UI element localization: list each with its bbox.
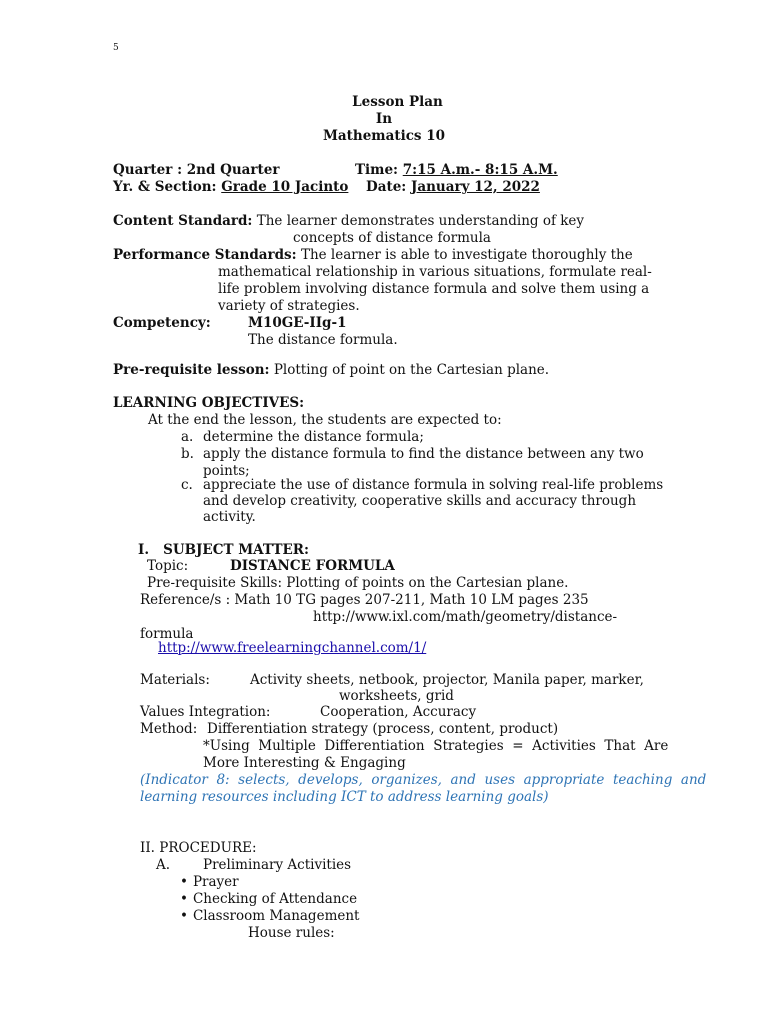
content-standard-line-2: concepts of distance formula (293, 230, 491, 246)
objective-c-letter: c. (181, 477, 193, 493)
section-value: Grade 10 Jacinto (221, 179, 349, 195)
objective-c-line-3: activity. (203, 509, 256, 525)
reference-url-2-link[interactable]: http://www.freelearningchannel.com/1/ (158, 640, 427, 656)
bullet-prayer: • Prayer (180, 874, 239, 891)
indicator-line-1: (Indicator 8: selects, develops, organizes, and uses appropriate teaching and (140, 772, 707, 788)
performance-standards-line-1: The learner is able to investigate thoroughly the (300, 247, 633, 263)
objective-c-line-2: and develop creativity, cooperative skills and accuracy through (203, 493, 637, 509)
objective-b-line-2: points; (203, 463, 250, 479)
prereq-skills: Pre-requisite Skills: Plotting of points on the Cartesian plane. (147, 575, 569, 591)
title-line-1: Lesson Plan (352, 94, 443, 110)
prerequisite-lesson-value: Plotting of point on the Cartesian plane. (273, 362, 550, 378)
content-standard-label: Content Standard: (113, 213, 253, 229)
learning-objectives-heading: LEARNING OBJECTIVES: (113, 395, 305, 411)
time-value: 7:15 A.m.- 8:15 A.M. (402, 162, 558, 178)
performance-standards-line-4: variety of strategies. (218, 298, 360, 314)
objective-b-line-1: apply the distance formula to find the distance between any two (203, 446, 644, 462)
objective-c-line-1: appreciate the use of distance formula in solving real-life problems (203, 477, 664, 493)
performance-standards-line-3: life problem involving distance formula and solve them using a (218, 281, 650, 297)
materials-line-2: worksheets, grid (339, 688, 454, 704)
objective-a-line-1: determine the distance formula; (203, 429, 424, 445)
date-label: Date: (366, 179, 407, 195)
reference-url-1-part-1: http://www.ixl.com/math/geometry/distance- (313, 609, 618, 625)
objective-a-letter: a. (181, 429, 194, 445)
learning-objectives-intro: At the end the lesson, the students are expected to: (148, 412, 502, 428)
section-label: Yr. & Section: (113, 179, 217, 195)
section-field (113, 179, 348, 196)
page-number: 5 (113, 43, 119, 53)
reference: Reference/s : Math 10 TG pages 207-211, Math 10 LM pages 235 (140, 592, 589, 608)
bullet-attendance: • Checking of Attendance (180, 891, 357, 908)
competency-desc: The distance formula. (248, 332, 398, 348)
materials-line-1: Activity sheets, netbook, projector, Manila paper, marker, (250, 672, 644, 688)
title-line-3: Mathematics 10 (322, 128, 446, 144)
date-field (366, 179, 540, 196)
topic-label: Topic: (147, 558, 189, 574)
performance-standards-label: Performance Standards: (113, 247, 297, 263)
time-label: Time: (355, 162, 399, 178)
content-standard (113, 213, 584, 230)
title-line-2: In (375, 111, 393, 127)
method-note-line-1: *Using Multiple Differentiation Strategies = Activities That Are (203, 738, 669, 754)
date-value: January 12, 2022 (410, 179, 540, 195)
performance-standards-line-2: mathematical relationship in various situations, formulate real- (218, 264, 652, 280)
objective-b-letter: b. (181, 446, 194, 462)
procedure-heading: II. PROCEDURE: (140, 840, 257, 856)
topic-value: DISTANCE FORMULA (230, 558, 395, 574)
materials-label: Materials: (140, 672, 210, 688)
content-standard-line-1: The learner demonstrates understanding of key (256, 213, 585, 229)
reference-url-1-part-2: formula (140, 626, 194, 642)
bullet-classroom-management: • Classroom Management (180, 908, 359, 925)
competency-label: Competency: (113, 315, 211, 331)
competency-code: M10GE-IIg-1 (248, 315, 347, 331)
section-a-title: Preliminary Activities (203, 857, 352, 873)
quarter-label: Quarter : 2nd Quarter (113, 162, 280, 178)
indicator-line-2: learning resources including ICT to address learning goals) (140, 789, 549, 805)
subject-matter-heading: I. SUBJECT MATTER: (138, 542, 309, 558)
performance-standards (113, 247, 655, 264)
method-value: Differentiation strategy (process, content, product) (207, 721, 559, 737)
prerequisite-lesson-label: Pre-requisite lesson: (113, 362, 270, 378)
prerequisite-lesson (113, 362, 549, 379)
section-a-letter: A. (156, 857, 171, 873)
values-label: Values Integration: (140, 704, 271, 720)
method-note-line-2: More Interesting & Engaging (203, 755, 406, 771)
values-value: Cooperation, Accuracy (320, 704, 477, 720)
house-rules: House rules: (248, 925, 335, 941)
time-field (355, 162, 558, 179)
method-label: Method: (140, 721, 198, 737)
